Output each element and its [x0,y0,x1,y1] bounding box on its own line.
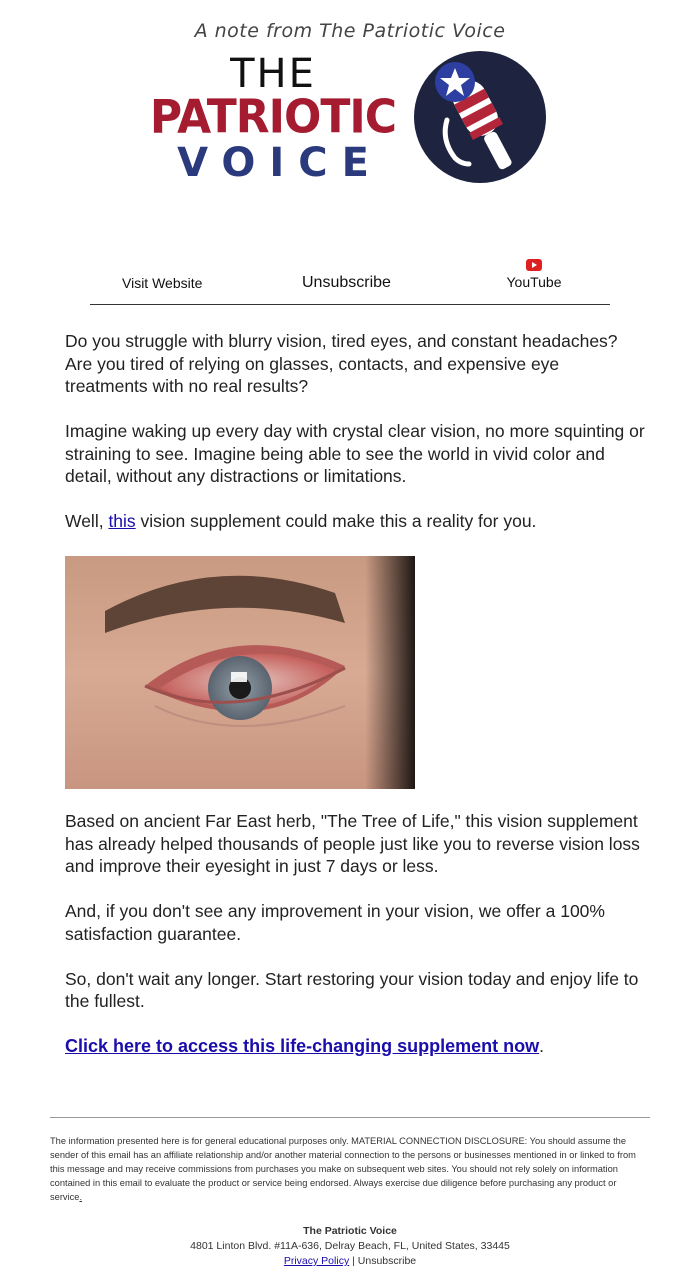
paragraph-4: Based on ancient Far East herb, "The Tree of Life," this vision supplement has already helped thousands of people just like you to reverse vision loss and improve their eyesight in just 7 days or less. [65,811,640,876]
footer-address: 4801 Linton Blvd. #11A-636, Delray Beach, FL, United States, 33445 [190,1240,510,1252]
footer-company-name: The Patriotic Voice [303,1225,397,1237]
youtube-icon [526,259,542,271]
supplement-inline-link[interactable]: this [108,511,136,531]
email-body-intro [65,330,645,555]
email-body-main [65,810,645,1080]
cta-paragraph [65,1035,645,1058]
paragraph-2: Imagine waking up every day with crystal clear vision, no more squinting or straining to see. Imagine being able to see the world in vivid color and detail, without any distractions or limitations. [65,421,645,486]
paragraph-3-suffix: vision supplement could make this a reality for you. [135,511,537,531]
footer-unsubscribe-link[interactable]: Unsubscribe [357,1255,417,1267]
eye-photo [65,556,415,789]
email-tagline: A note from The Patriotic Voice [194,20,506,42]
logo-line-patriotic: PATRIOTIC [149,90,397,145]
brand-logo [148,48,548,188]
paragraph-1: Do you struggle with blurry vision, tired eyes, and constant headaches? Are you tired of relying on glasses, contacts, and expensive eye treatments with no real results? [65,331,618,396]
footer [0,1224,700,1269]
logo-line-the: THE [230,51,316,97]
microphone-star-icon [413,50,547,184]
footer-divider [50,1117,650,1118]
logo-wordmark [148,48,398,186]
paragraph-6: So, don't wait any longer. Start restoring your vision today and enjoy life to the fullest. [65,968,639,1011]
cta-link[interactable]: Click here to access this life-changing supplement now [65,1036,540,1056]
youtube-label: YouTube [506,274,562,290]
footer-separator: | [349,1255,358,1267]
paragraph-3 [65,510,645,533]
cta-suffix: . [539,1036,544,1056]
disclaimer-end: . [79,1192,83,1202]
disclaimer-text [50,1134,650,1204]
privacy-policy-link[interactable]: Privacy Policy [283,1255,350,1267]
header-nav [90,256,610,305]
visit-website-link[interactable]: Visit Website [122,275,203,291]
hero-eye-image[interactable] [65,556,415,789]
youtube-link[interactable] [506,259,562,290]
logo-line-voice: VOICE [177,140,383,186]
paragraph-5: And, if you don't see any improvement in your vision, we offer a 100% satisfaction guarantee. [65,901,605,944]
paragraph-3-prefix: Well, [65,511,109,531]
unsubscribe-link[interactable]: Unsubscribe [302,274,391,291]
disclaimer-body: The information presented here is for general educational purposes only. MATERIAL CONNECTION DISCLOSURE: You should assume the sender of this email has an affiliate relationship and/or another material connection to the persons or businesses mentioned in or linked to from this message and may receive commissions from purchases you make on subsequent web sites. You should not rely solely on information contained in this email to evaluate the product or service being endorsed. Always exercise due diligence before purchasing any product or service [50,1136,636,1202]
footer-links [0,1254,700,1269]
